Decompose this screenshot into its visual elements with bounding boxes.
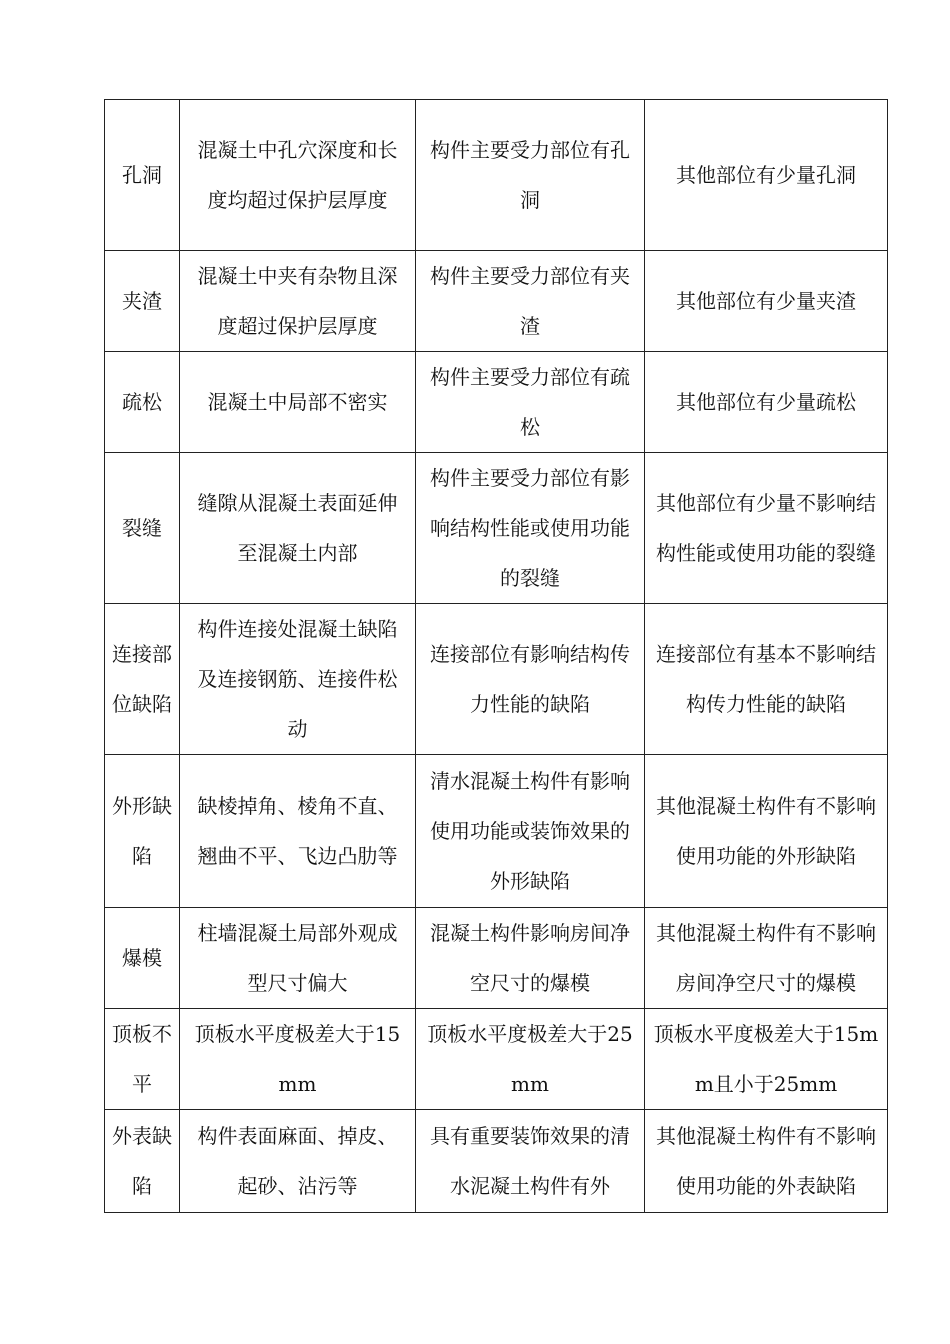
serious-defect-cell: 混凝土构件影响房间净空尺寸的爆模 [416,908,645,1009]
general-defect-cell: 其他混凝土构件有不影响房间净空尺寸的爆模 [645,908,888,1009]
defect-name-cell: 外表缺陷 [105,1110,180,1213]
table-row [105,604,888,755]
serious-defect-cell: 构件主要受力部位有夹渣 [416,251,645,352]
general-defect-cell: 其他部位有少量孔洞 [645,100,888,251]
serious-defect-cell: 具有重要装饰效果的清水泥凝土构件有外 [416,1110,645,1213]
general-defect-cell: 其他部位有少量夹渣 [645,251,888,352]
table-row [105,352,888,453]
serious-defect-cell: 连接部位有影响结构传力性能的缺陷 [416,604,645,755]
general-defect-cell: 其他混凝土构件有不影响使用功能的外形缺陷 [645,755,888,908]
serious-defect-cell: 构件主要受力部位有孔洞 [416,100,645,251]
general-defect-cell: 其他部位有少量疏松 [645,352,888,453]
defect-name-cell: 夹渣 [105,251,180,352]
serious-defect-cell: 构件主要受力部位有影响结构性能或使用功能的裂缝 [416,453,645,604]
table-row [105,1009,888,1110]
serious-defect-cell: 清水混凝土构件有影响使用功能或装饰效果的外形缺陷 [416,755,645,908]
defect-name-cell: 孔洞 [105,100,180,251]
description-cell: 混凝土中局部不密实 [180,352,416,453]
defect-name-cell: 连接部位缺陷 [105,604,180,755]
description-cell: 混凝土中孔穴深度和长度均超过保护层厚度 [180,100,416,251]
defect-table [104,99,888,1213]
table-row [105,251,888,352]
table-row [105,908,888,1009]
general-defect-cell: 其他混凝土构件有不影响使用功能的外表缺陷 [645,1110,888,1213]
defect-name-cell: 外形缺陷 [105,755,180,908]
defect-name-cell: 顶板不平 [105,1009,180,1110]
defect-name-cell: 疏松 [105,352,180,453]
description-cell: 柱墙混凝土局部外观成型尺寸偏大 [180,908,416,1009]
table-row [105,453,888,604]
description-cell: 缺棱掉角、棱角不直、翘曲不平、飞边凸肋等 [180,755,416,908]
serious-defect-cell: 顶板水平度极差大于25mm [416,1009,645,1110]
description-cell: 顶板水平度极差大于15mm [180,1009,416,1110]
general-defect-cell: 连接部位有基本不影响结构传力性能的缺陷 [645,604,888,755]
defect-name-cell: 裂缝 [105,453,180,604]
table-row [105,100,888,251]
table-row [105,755,888,908]
general-defect-cell: 其他部位有少量不影响结构性能或使用功能的裂缝 [645,453,888,604]
description-cell: 混凝土中夹有杂物且深度超过保护层厚度 [180,251,416,352]
serious-defect-cell: 构件主要受力部位有疏松 [416,352,645,453]
general-defect-cell: 顶板水平度极差大于15mm且小于25mm [645,1009,888,1110]
table-row [105,1110,888,1213]
description-cell: 构件表面麻面、掉皮、起砂、沾污等 [180,1110,416,1213]
description-cell: 构件连接处混凝土缺陷及连接钢筋、连接件松动 [180,604,416,755]
description-cell: 缝隙从混凝土表面延伸至混凝土内部 [180,453,416,604]
defect-name-cell: 爆模 [105,908,180,1009]
